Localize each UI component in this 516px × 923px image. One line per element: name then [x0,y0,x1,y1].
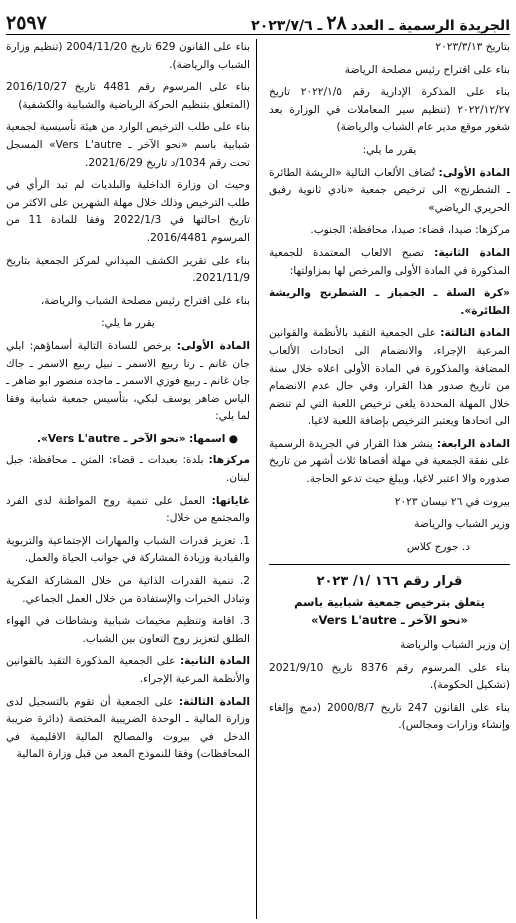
goal-item: 2. تنمية القدرات الذاتية من خلال المشاركة الفكرية وتبادل الخبرات والإستفادة من خلال العمل الجماعي. [6,575,250,605]
article-text: تصبح الالعاب المعتمدة للجمعية المذكورة في المادة الأولى والمرخص لها بمزاولتها: [268,246,510,277]
goal-item: 3. اقامة وتنظيم مخيمات شبابية ونشاطات في الهواء الطلق لتعزيز روح التعاون بين الشباب. [6,615,250,645]
article-text: على الجمعية أن تقوم بالتسجيل لدى وزارة المالية ـ الوحدة الضريبية المختصة (دائرة ضريبة الدخل في بيروت والمصالح المالية الاقليمية في المحافظات) وفقا للنموذج المعد من قبل وزارة المالية [6,695,250,761]
name-list [6,431,250,449]
article-3 [269,325,510,431]
article-1 [269,165,510,218]
signature-date: بيروت في ٢٦ نيسان ٢٠٢٣ [394,495,510,508]
paragraph: إن وزير الشباب والرياضة [400,639,510,652]
paragraph: بناء على طلب الترخيص الوارد من هيئة تأسيسية لجمعية شبابية باسم «نحو الآخر ـ Vers L'autre» المسجل تحت رقم 1034/د تاريخ 2021/6/29. [6,121,250,169]
paragraph: بناء على اقتراح رئيس مصلحة الرياضة [344,63,510,76]
article-label: المادة الثانية: [434,246,510,259]
paragraph: بناء على اقتراح رئيس مصلحة الشباب والرياضة، [40,294,250,307]
article-text: على الجمعية التقيد بالأنظمة والقوانين المرعية الإجراء، والانضمام الى اتحادات الألعاب المضافة والمذكورة في المادة الأولى اعلاه خلال سنة من تاريخ صدور هذا القرار، وفي حال عدم الانضمام خلال المهلة المحددة يلغى ترخيص اللعبة التي لم تنضم الى اتحادها ويعتبر الترخيص بإضافة اللعبة لاغيا. [268,327,510,428]
decides-heading: يقرر ما يلي: [362,143,417,156]
paragraph: بناء على تقرير الكشف الميداني لمركز الجمعية بتاريخ 2021/11/9. [6,254,250,285]
item-text: بلدة: بعبدات ـ قضاء: المتن ـ محافظة: جبل لبنان. [6,454,250,485]
paragraph: بناء على القانون 247 تاريخ 2000/8/7 (دمج وإلغاء وإنشاء وزارات ومجالس). [268,701,510,732]
article-label: المادة الثالثة: [440,327,510,340]
goal-item: 1. تعزيز قدرات الشباب والمهارات الإجتماعية والتربوية والقيادية وزيادة المشاركة في جوانب الحياة والعمل. [6,534,250,565]
article-text: ينشر هذا القرار في الجريدة الرسمية على نفقة الجمعية في مهلة أقصاها ثلاث أشهر من تاريخ صدوره والا اعتبر لاغيا، ويبلغ حيث تدعو الحاجة. [268,437,510,486]
right-column [263,39,510,919]
item-label: غاياتها: [211,494,250,507]
paragraph: بناء على المرسوم رقم 4481 تاريخ 2016/10/27 (المتعلق بتنظيم الحركة الرياضية والشبابية والكشفية) [6,81,250,111]
issue-number: ٢٨ [326,12,347,34]
article-4 [269,436,510,489]
signature-title: وزير الشباب والرياضة [414,518,510,531]
page-number: ٢٥٩٧ [6,12,47,34]
article-label: المادة الثالثة: [178,695,250,708]
article-text: على الجمعية المذكورة التقيد بالقوانين والأنظمة المرعية الإجراء. [6,655,250,685]
decision-subtitle: يتعلق بترخيص جمعية شبابية باسم [294,595,485,610]
paragraph: مركزها: صيدا، قضاء: صيدا، محافظة: الجنوب. [310,224,510,237]
item-text: العمل على تنمية روح المواطنة لدى الفرد والمجتمع من خلال: [6,494,250,525]
article-label: المادة الثانية: [179,655,250,668]
article-2 [269,245,510,280]
paragraph: بتاريخ ٢٠٢٣/٣/١٣ [435,41,510,53]
decision-title: قرار رقم ١٦٦ /١/ ٢٠٢٣ [316,574,463,590]
gazette-title: الجريدة الرسمية ـ العدد [350,18,510,34]
article-text: يرخص للسادة التالية أسماؤهم: ايلي جان غانم ـ رنا ربيع الاسمر ـ نبيل ربيع الاسمر ـ جاك جان غانم ـ ربيع فوزي الاسمر ـ ماجده منصور ابو ضاهر ـ الياس ضاهر يوسف لبكي، بتأسيس جمعية شبابية وفقا لما يلي: [6,339,250,423]
header-title-group [251,12,510,34]
article-2 [6,653,250,688]
issue-date: ـ ٢٠٢٣/٧/٦ [251,18,323,34]
left-column [6,39,257,919]
paragraph: وحيث ان وزارة الداخلية والبلديات لم تبد الرأي في طلب الترخيص وذلك خلال مهلة الشهرين على الاكثر من تاريخ احالتها في 2022/1/3 وفقا للمادة 11 من المرسوم 2016/4481. [6,179,250,244]
article-1 [6,338,250,426]
article-label: المادة الأولى: [176,339,250,352]
article-label: المادة الرابعة: [436,437,510,450]
paragraph: بناء على المذكرة الإدارية رقم ٢٠٢٢/١/٥ تاريخ ٢٠٢٢/١٢/٢٧ (تنظيم سير المعاملات في الوزارة بعد شغور موقع مدير عام الشباب والرياضة) [268,86,510,134]
page-header [6,6,510,35]
divider [269,564,510,565]
list-item [6,431,238,449]
article-label: المادة الأولى: [438,166,510,179]
item-text: «نحو الآخر ـ Vers L'autre». [37,432,186,445]
goals [6,493,250,528]
item-label: مركزها: [208,454,250,467]
paragraph: بناء على القانون 629 تاريخ 2004/11/20 (تنظيم وزارة الشباب والرياضة). [6,41,250,71]
article-3 [6,694,250,764]
signature-name: د. جورج كلاس [406,540,470,553]
columns [6,39,510,919]
headquarters [6,452,250,487]
article-text: تُضاف الألعاب التالية «الريشة الطائرة ـ الشطرنج» الى ترخيص جمعية «نادي ثانوية رفيق الحريري الرياضي» [268,166,510,214]
paragraph: بناء على المرسوم رقم 8376 تاريخ 2021/9/10 (تشكيل الحكومة). [268,661,510,692]
item-label: اسمها: [189,432,226,445]
games-list: «كرة السلة ـ الجمباز ـ الشطرنج والريشة الطائرة». [268,287,510,317]
decides-heading: يقرر ما يلي: [101,317,155,330]
decision-association-name: «نحو الآخر ـ Vers L'autre» [311,613,468,628]
